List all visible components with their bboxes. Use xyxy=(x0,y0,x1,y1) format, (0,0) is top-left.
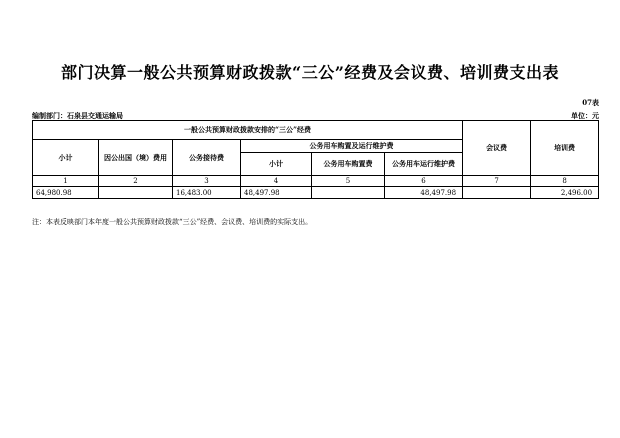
header-subtotal: 小计 xyxy=(33,140,99,176)
value-vehicle-maintenance: 48,497.98 xyxy=(385,187,463,199)
header-reception: 公务接待费 xyxy=(173,140,241,176)
value-vehicle-subtotal: 48,497.98 xyxy=(241,187,312,199)
reporting-department: 编制部门：石泉县交通运输局 xyxy=(32,111,123,120)
header-vehicle-maintenance: 公务用车运行维护费 xyxy=(385,153,463,176)
value-overseas xyxy=(99,187,173,199)
value-meeting xyxy=(463,187,531,199)
table-number: 07表 xyxy=(582,98,599,107)
expenditure-table xyxy=(32,120,599,199)
column-number: 3 xyxy=(173,176,241,187)
column-number: 1 xyxy=(33,176,99,187)
column-number: 8 xyxy=(531,176,599,187)
column-number: 7 xyxy=(463,176,531,187)
value-training: 2,496.00 xyxy=(531,187,599,199)
currency-unit: 单位：元 xyxy=(571,111,599,120)
header-row-1 xyxy=(33,121,599,140)
header-vehicle-subtotal: 小计 xyxy=(241,153,312,176)
header-training: 培训费 xyxy=(531,121,599,176)
table-footnote: 注：本表反映部门本年度一般公共预算财政拨款“三公”经费、会议费、培训费的实际支出。 xyxy=(32,218,313,226)
value-reception: 16,483.00 xyxy=(173,187,241,199)
header-three-public-group: 一般公共预算财政拨款安排的“三公”经费 xyxy=(33,121,463,140)
column-number: 6 xyxy=(385,176,463,187)
value-subtotal: 64,980.98 xyxy=(33,187,99,199)
page-title: 部门决算一般公共预算财政拨款“三公”经费及会议费、培训费支出表 xyxy=(61,63,559,82)
value-vehicle-purchase xyxy=(312,187,385,199)
column-number-row xyxy=(33,176,599,187)
column-number: 4 xyxy=(241,176,312,187)
data-row xyxy=(33,187,599,199)
header-vehicle-purchase: 公务用车购置费 xyxy=(312,153,385,176)
header-overseas: 因公出国（境）费用 xyxy=(99,140,173,176)
column-number: 5 xyxy=(312,176,385,187)
header-vehicle-group: 公务用车购置及运行维护费 xyxy=(241,140,463,153)
header-meeting: 会议费 xyxy=(463,121,531,176)
column-number: 2 xyxy=(99,176,173,187)
